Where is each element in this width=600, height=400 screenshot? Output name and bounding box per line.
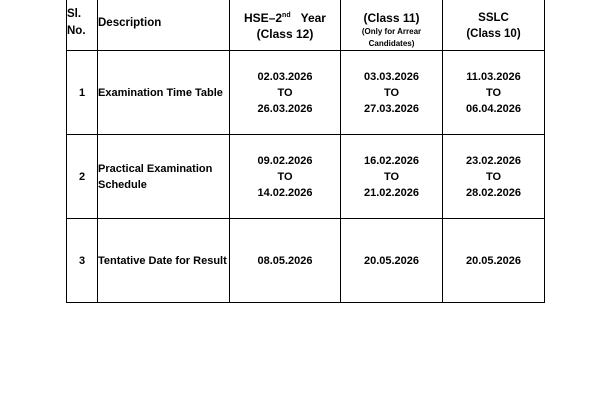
header-hse	[230, 0, 341, 51]
date-to: 26.03.2026	[257, 102, 313, 115]
header-hse-title	[230, 4, 340, 26]
header-sl-no-line1: Sl.	[67, 7, 82, 20]
sslc-result-date: 20.05.2026	[443, 219, 545, 303]
header-sslc-class: (Class 10)	[466, 27, 521, 40]
date-from: 02.03.2026	[257, 70, 313, 83]
header-hse-prefix: HSE–2	[244, 10, 283, 25]
header-class11-note-line2: Candidates)	[368, 38, 415, 48]
row-description: Examination Time Table	[98, 51, 230, 135]
date-from: 09.02.2026	[257, 154, 313, 167]
hse-date-range	[230, 51, 341, 135]
date-to: 14.02.2026	[257, 186, 313, 199]
exam-schedule-table	[66, 0, 545, 303]
date-from: 16.02.2026	[363, 154, 420, 167]
table-row	[67, 135, 545, 219]
date-to-label: TO	[485, 170, 502, 183]
header-class11	[341, 0, 443, 51]
header-sslc	[443, 0, 545, 51]
header-sl-no	[67, 0, 98, 51]
header-class11-label: (Class 11)	[363, 10, 420, 25]
hse-date-range	[230, 135, 341, 219]
header-class11-note-line1: (Only for Arrear	[361, 26, 422, 36]
class11-result-date: 20.05.2026	[341, 219, 443, 303]
row-description: Tentative Date for Result	[98, 219, 230, 303]
date-to-label: TO	[277, 86, 293, 99]
sslc-date-range	[443, 51, 545, 135]
table-row	[67, 51, 545, 135]
table-header-row	[67, 0, 545, 51]
row-sl-no: 3	[67, 219, 98, 303]
row-sl-no: 1	[67, 51, 98, 135]
header-hse-suffix: Year	[300, 10, 326, 25]
hse-result-date: 08.05.2026	[230, 219, 341, 303]
header-hse-superscript: nd	[282, 11, 291, 19]
date-from: 23.02.2026	[465, 154, 522, 167]
class11-date-range	[341, 135, 443, 219]
header-sl-no-line2: No.	[67, 24, 86, 37]
table-row	[67, 219, 545, 303]
date-to: 27.03.2026	[363, 102, 420, 115]
date-to: 28.02.2026	[465, 186, 522, 199]
header-hse-class: (Class 12)	[256, 26, 314, 41]
date-from: 03.03.2026	[363, 70, 420, 83]
row-sl-no: 2	[67, 135, 98, 219]
header-description: Description	[98, 0, 230, 51]
date-to-label: TO	[383, 86, 400, 99]
sslc-date-range	[443, 135, 545, 219]
date-to-label: TO	[383, 170, 400, 183]
date-to-label: TO	[485, 86, 502, 99]
date-to: 21.02.2026	[363, 186, 420, 199]
row-description: Practical Examination Schedule	[98, 135, 230, 219]
date-from: 11.03.2026	[466, 70, 521, 83]
date-to-label: TO	[277, 170, 293, 183]
date-to: 06.04.2026	[465, 102, 522, 115]
header-sslc-name: SSLC	[478, 11, 509, 24]
class11-date-range	[341, 51, 443, 135]
